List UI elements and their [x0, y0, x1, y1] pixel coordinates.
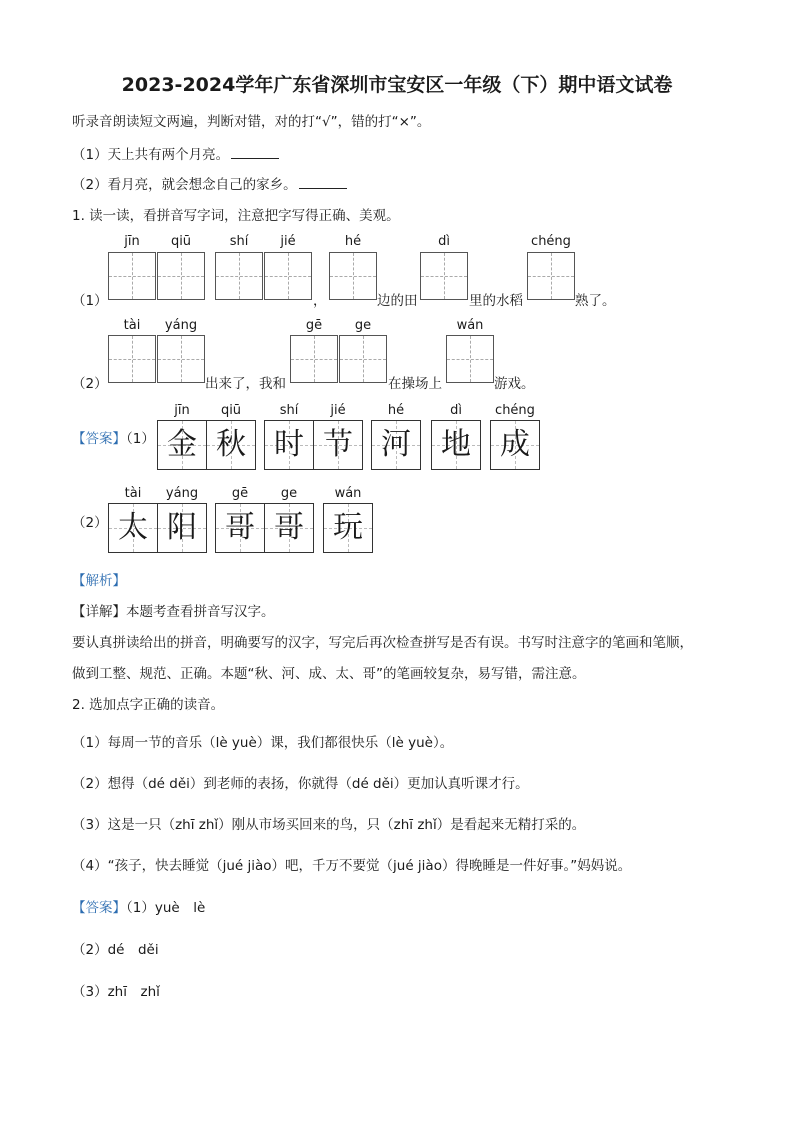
q1-stem: 1. 读一读，看拼音写字词，注意把字写得正确、美观。	[72, 208, 400, 224]
answer-char: 成	[500, 427, 530, 462]
pinyin: shí	[229, 234, 249, 249]
q2-answer-2: （2）dé děi	[72, 942, 159, 958]
answer-tag: 【答案】	[72, 900, 126, 916]
answer-char-box	[371, 420, 421, 470]
answer-row1	[72, 427, 155, 447]
writing-box[interactable]	[339, 335, 387, 383]
listening-q2-text: （2）看月亮，就会想念自己的家乡。	[72, 177, 297, 193]
answer-pinyin: wán	[334, 486, 362, 501]
answer-char-box	[157, 420, 207, 470]
detail-tag: 【详解】	[72, 604, 126, 620]
writing-box[interactable]	[108, 335, 156, 383]
answer-char: 玩	[333, 510, 363, 545]
row1-comma: ，	[313, 293, 327, 309]
writing-box[interactable]	[290, 335, 338, 383]
answer-char-box	[490, 420, 540, 470]
pinyin: yáng	[164, 318, 198, 333]
pinyin: hé	[344, 234, 362, 249]
writing-box[interactable]	[157, 335, 205, 383]
answer-char: 地	[441, 427, 471, 462]
page-title: 2023-2024学年广东省深圳市宝安区一年级（下）期中语文试卷	[121, 74, 673, 96]
row2-text-b: 在操场上	[388, 376, 442, 392]
answer-char-box	[431, 420, 481, 470]
writing-box[interactable]	[329, 252, 377, 300]
answer-pinyin: hé	[387, 403, 405, 418]
answer-char: 哥	[225, 510, 255, 545]
answer-char: 时	[274, 427, 304, 462]
explain-line-1: 要认真拼读给出的拼音，明确要写的汉字，写完后再次检查拼写是否有误。书写时注意字的笔画和笔顺，	[72, 635, 693, 651]
answer-char-box	[264, 420, 314, 470]
answer-char: 太	[118, 510, 148, 545]
answer-row1-label: （1）	[126, 431, 155, 447]
listening-q1-text: （1）天上共有两个月亮。	[72, 147, 230, 163]
answer-char-box	[313, 420, 363, 470]
q2-sentence-2: （2）想得（dé děi）到老师的表扬，你就得（dé děi）更加认真听课才行。	[72, 776, 529, 792]
pinyin: dì	[438, 234, 450, 249]
detail-text: 本题考查看拼音写汉字。	[126, 604, 275, 620]
answer-pinyin: tài	[124, 486, 142, 501]
answer-pinyin: jīn	[174, 403, 190, 418]
pinyin: ge	[354, 318, 372, 333]
pinyin: gē	[305, 318, 323, 333]
answer-pinyin: dì	[450, 403, 462, 418]
row1-label: （1）	[72, 293, 108, 309]
q2-sentence-1: （1）每周一节的音乐（lè yuè）课，我们都很快乐（lè yuè）。	[72, 735, 454, 751]
answer-char-box	[264, 503, 314, 553]
answer-char-box	[323, 503, 373, 553]
answer-pinyin: qiū	[220, 403, 242, 418]
row1-text-b: 里的水稻	[469, 293, 523, 309]
answer-tag: 【答案】	[72, 431, 126, 447]
writing-box[interactable]	[446, 335, 494, 383]
listening-q2	[72, 173, 347, 193]
answer-blank[interactable]	[231, 144, 279, 159]
writing-box[interactable]	[215, 252, 263, 300]
writing-box[interactable]	[527, 252, 575, 300]
answer-char: 秋	[216, 427, 246, 462]
q2-stem: 2. 选加点字正确的读音。	[72, 697, 225, 713]
row2-text-a: 出来了，我和	[205, 376, 286, 392]
q2-answer-1-text: （1）yuè lè	[126, 900, 206, 916]
answer-char: 哥	[274, 510, 304, 545]
row1-text-a: 边的田	[377, 293, 418, 309]
listening-q1	[72, 143, 279, 163]
answer-row2-label: （2）	[72, 515, 108, 531]
row1-text-c: 熟了。	[575, 293, 616, 309]
answer-char-box	[108, 503, 158, 553]
explain-line-2: 做到工整、规范、正确。本题“秋、河、成、太、哥”的笔画较复杂，易写错，需注意。	[72, 666, 586, 682]
detail-line	[72, 600, 275, 620]
writing-box[interactable]	[264, 252, 312, 300]
answer-pinyin: shí	[279, 403, 299, 418]
answer-pinyin: chéng	[495, 403, 535, 418]
answer-pinyin: gē	[231, 486, 249, 501]
writing-box[interactable]	[157, 252, 205, 300]
answer-char: 阳	[167, 510, 197, 545]
answer-char: 河	[381, 427, 411, 462]
answer-blank[interactable]	[299, 174, 347, 189]
q2-answer-3: （3）zhī zhǐ	[72, 984, 160, 1000]
q2-sentence-3: （3）这是一只（zhī zhǐ）刚从市场买回来的鸟，只（zhī zhǐ）是看起来无精打采的。	[72, 817, 586, 833]
q2-answer-1	[72, 896, 205, 916]
answer-char-box	[206, 420, 256, 470]
pinyin: qiū	[170, 234, 192, 249]
pinyin: chéng	[531, 234, 571, 249]
listening-intro: 听录音朗读短文两遍，判断对错，对的打“√”，错的打“×”。	[72, 114, 431, 130]
answer-char-box	[157, 503, 207, 553]
pinyin: wán	[456, 318, 484, 333]
answer-char: 金	[167, 427, 197, 462]
pinyin: jié	[280, 234, 296, 249]
answer-pinyin: yáng	[165, 486, 199, 501]
analysis-tag: 【解析】	[72, 573, 126, 589]
writing-box[interactable]	[108, 252, 156, 300]
answer-pinyin: ge	[280, 486, 298, 501]
row2-text-c: 游戏。	[494, 376, 535, 392]
answer-pinyin: jié	[330, 403, 346, 418]
pinyin: tài	[123, 318, 141, 333]
answer-char: 节	[323, 427, 353, 462]
row2-label: （2）	[72, 376, 108, 392]
pinyin: jīn	[124, 234, 140, 249]
writing-box[interactable]	[420, 252, 468, 300]
answer-char-box	[215, 503, 265, 553]
q2-sentence-4: （4）“孩子，快去睡觉（jué jiào）吧，千万不要觉（jué jiào）得晚睡是一件好事。”妈妈说。	[72, 858, 632, 874]
